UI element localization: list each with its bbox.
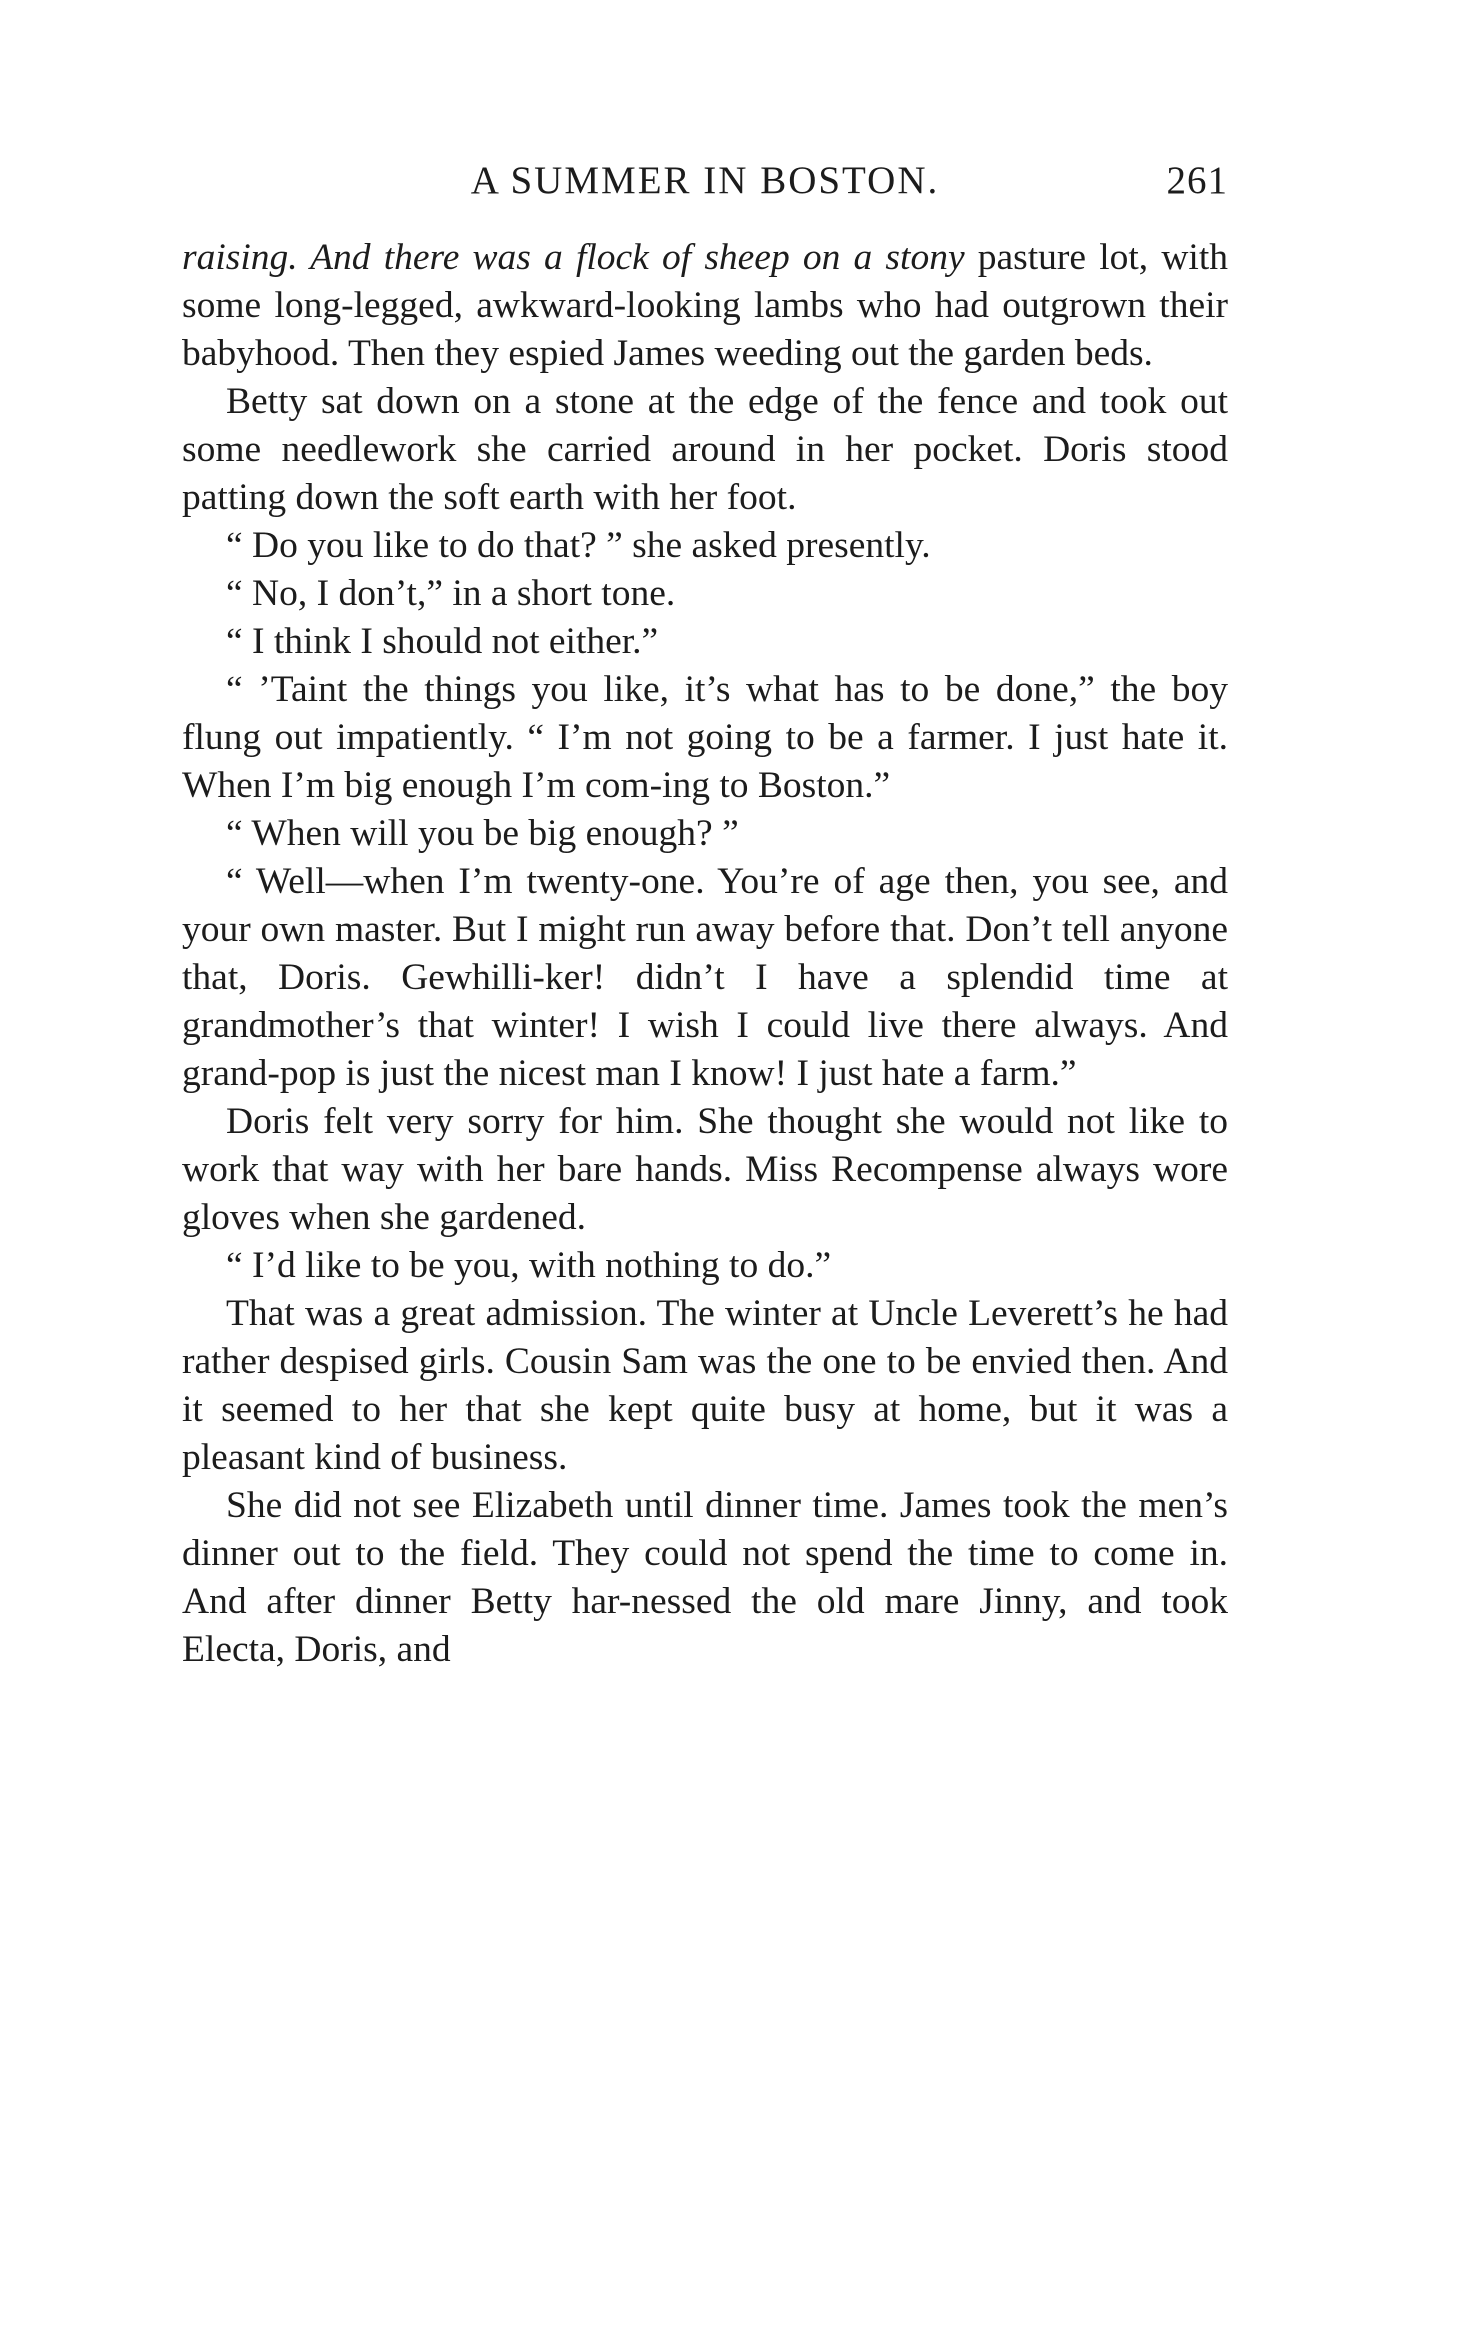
paragraph: “ When will you be big enough? ” (226, 813, 739, 854)
paragraph: Doris felt very sorry for him. She thought she would not like to work that way with her bare hands. Miss Recompense always wore gloves when she gardened. (182, 1101, 1228, 1238)
running-head (182, 150, 1228, 210)
paragraph (182, 234, 1228, 378)
running-title: A SUMMER IN BOSTON. (470, 159, 940, 202)
paragraph: Betty sat down on a stone at the edge of the fence and took out some needlework she carried around in her pocket. Doris stood patting down the soft earth with her foot. (182, 381, 1228, 518)
paragraph: “ ’Taint the things you like, it’s what has to be done,” the boy flung out impatiently. “ I’m not going to be a farmer. I just hate it. When I’m big enough I’m com-ing to Boston.” (182, 669, 1228, 806)
paragraph: She did not see Elizabeth until dinner time. James took the men’s dinner out to the field. They could not spend the time to come in. And after dinner Betty har-nessed the old mare Jinny, and took Electa, Doris, and (182, 1485, 1228, 1670)
paragraph: “ Well—when I’m twenty-one. You’re of age then, you see, and your own master. But I might run away before that. Don’t tell anyone that, Doris. Gewhilli-ker! didn’t I have a splendid time at grandmother’s that winter! I wish I could live there always. And grand-pop is just the nicest man I know! I just hate a farm.” (182, 861, 1228, 1094)
page-number: 261 (1166, 159, 1228, 202)
paragraph: “ No, I don’t,” in a short tone. (226, 573, 676, 614)
body-text (182, 234, 1228, 1674)
paragraph: That was a great admission. The winter at Uncle Leverett’s he had rather despised girls. Cousin Sam was the one to be envied then. And it seemed to her that she kept quite busy at home, but it was a pleasant kind of business. (182, 1293, 1228, 1478)
book-page (182, 150, 1228, 1674)
paragraph-text: pasture lot, with some long-legged, awkward-looking lambs who had outgrown their babyhood. Then they espied James weeding out the garden beds. (182, 237, 1228, 374)
italic-lead-text: raising. And there was a flock of sheep on a stony (182, 237, 965, 278)
paragraph: “ I’d like to be you, with nothing to do.” (226, 1245, 832, 1286)
paragraph: “ Do you like to do that? ” she asked presently. (226, 525, 931, 566)
paragraph: “ I think I should not either.” (226, 621, 659, 662)
